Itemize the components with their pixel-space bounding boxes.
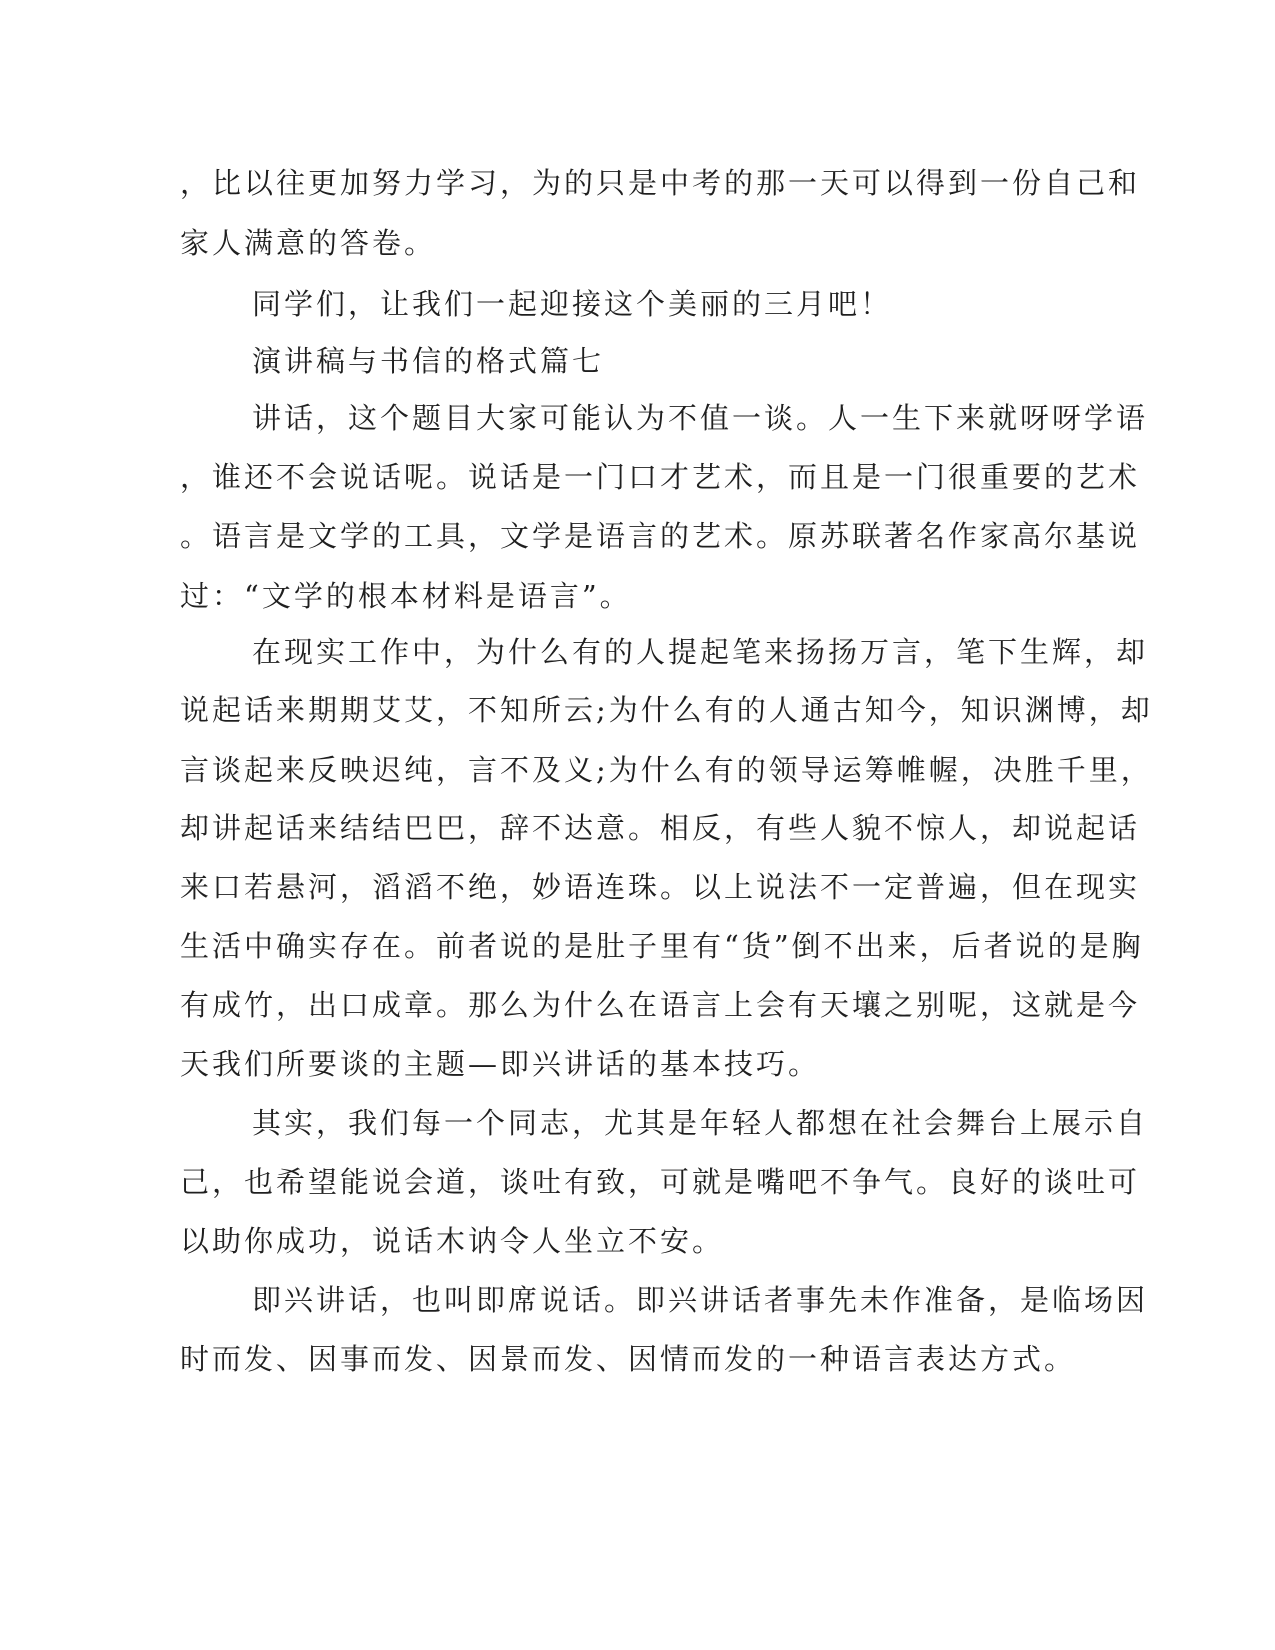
text-line: 天我们所要谈的主题—即兴讲话的基本技巧。 [180,1047,821,1081]
text-line: 过：“文学的根本材料是语言”。 [180,579,632,613]
text-line: 来口若悬河，滔滔不绝，妙语连珠。以上说法不一定普遍，但在现实 [180,870,1141,904]
text-line: 其实，我们每一个同志，尤其是年轻人都想在社会舞台上展示自 [252,1106,1149,1140]
text-line: 讲话，这个题目大家可能认为不值一谈。人一生下来就呀呀学语 [252,401,1149,435]
section-heading: 演讲稿与书信的格式篇七 [252,344,605,378]
text-line: 却讲起话来结结巴巴，辞不达意。相反，有些人貌不惊人，却说起话 [180,811,1141,845]
text-line: ，比以往更加努力学习，为的只是中考的那一天可以得到一份自己和 [180,166,1141,200]
text-line: 家人满意的答卷。 [180,226,437,260]
text-line: ，谁还不会说话呢。说话是一门口才艺术，而且是一门很重要的艺术 [180,460,1141,494]
text-line: 时而发、因事而发、因景而发、因情而发的一种语言表达方式。 [180,1342,1077,1376]
text-line: 言谈起来反映迟纯，言不及义;为什么有的领导运筹帷幄，决胜千里， [180,753,1153,787]
text-line: 。语言是文学的工具，文学是语言的艺术。原苏联著名作家高尔基说 [180,519,1141,553]
text-line: 同学们，让我们一起迎接这个美丽的三月吧！ [252,287,893,321]
text-line: 即兴讲话，也叫即席说话。即兴讲话者事先未作准备，是临场因 [252,1283,1149,1317]
text-line: 说起话来期期艾艾，不知所云;为什么有的人通古知今，知识渊博，却 [180,693,1153,727]
text-line: 有成竹，出口成章。那么为什么在语言上会有天壤之别呢，这就是今 [180,988,1141,1022]
text-line: 己，也希望能说会道，谈吐有致，可就是嘴吧不争气。良好的谈吐可 [180,1165,1141,1199]
text-line: 生活中确实存在。前者说的是肚子里有“货”倒不出来，后者说的是胸 [180,929,1144,963]
text-line: 以助你成功，说话木讷令人坐立不安。 [180,1224,725,1258]
text-line: 在现实工作中，为什么有的人提起笔来扬扬万言，笔下生辉，却 [252,635,1149,669]
